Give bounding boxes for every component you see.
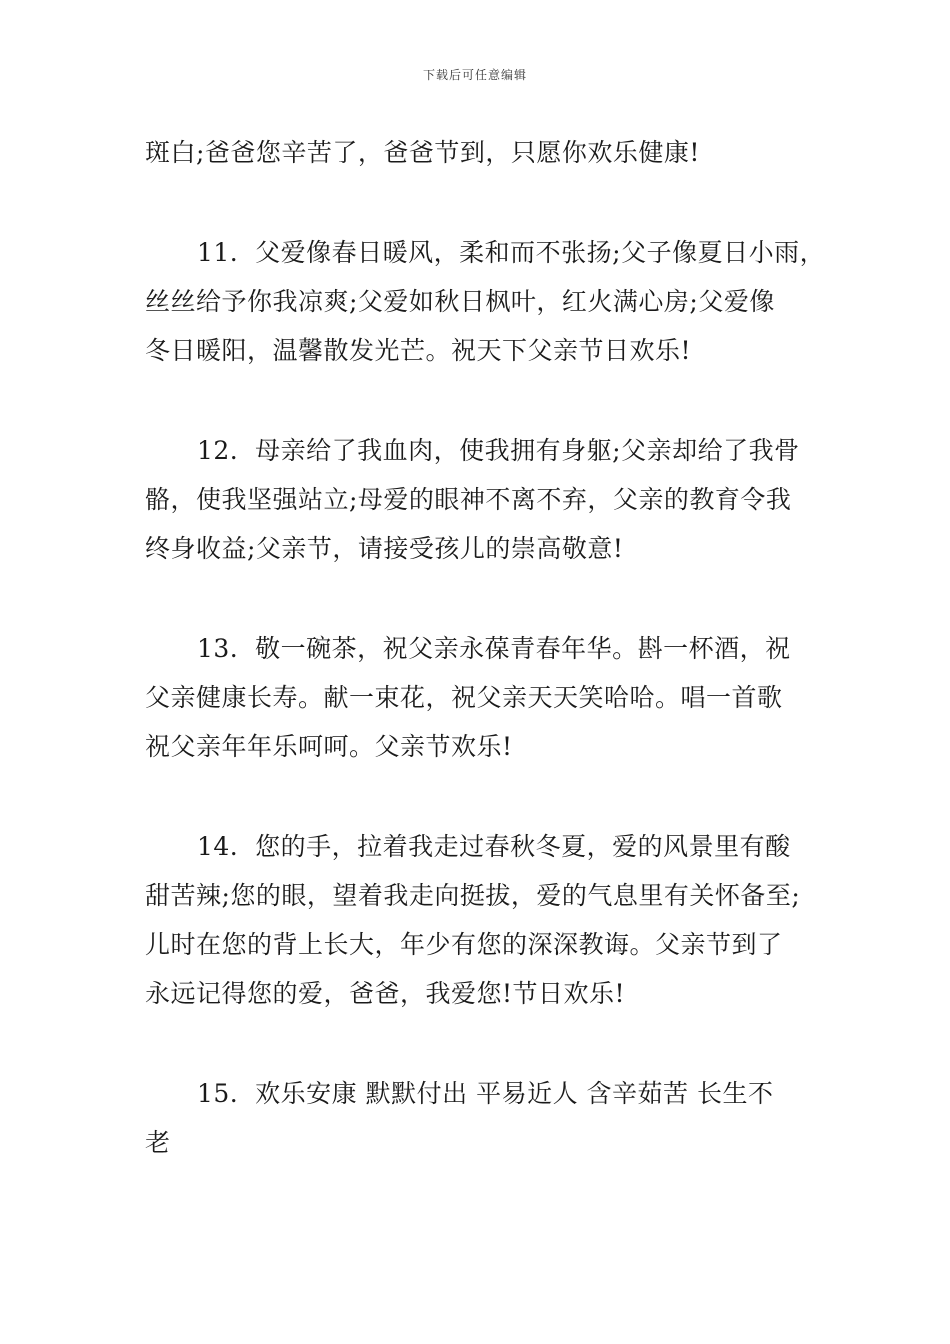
item-text: 敬一碗茶，祝父亲永葆青春年华。斟一杯酒，祝 [255,634,791,663]
item-number: 13. [197,634,239,663]
list-item-first-line [145,426,825,475]
paragraph-gap [145,1018,825,1069]
list-item [145,624,825,771]
list-item-first-line [145,1069,825,1118]
item-text: 冬日暖阳，温馨散发光芒。祝天下父亲节日欢乐! [145,336,692,365]
item-text: 您的手，拉着我走过春秋冬夏，爱的风景里有酸 [255,832,791,861]
list-item [145,1069,825,1167]
page-header: 下载后可任意编辑 [422,68,527,82]
item-text: 母亲给了我血肉，使我拥有身躯;父亲却给了我骨 [255,436,800,465]
item-text: 父爱像春日暖风，柔和而不张扬;父子像夏日小雨， [255,238,826,267]
list-item [145,822,825,1018]
item-number: 11. [197,238,239,267]
list-item-first-line [145,228,825,277]
item-text: 祝父亲年年乐呵呵。父亲节欢乐! [145,732,513,761]
paragraph-gap [145,771,825,822]
item-text: 儿时在您的背上长大，年少有您的深深教诲。父亲节到了 [145,930,783,959]
item-text: 终身收益;父亲节，请接受孩儿的崇高敬意! [145,534,624,563]
item-text: 永远记得您的爱，爸爸，我爱您!节日欢乐! [145,979,626,1008]
list-item [145,426,825,573]
continuation-line: 斑白;爸爸您辛苦了，爸爸节到，只愿你欢乐健康! [145,138,700,167]
paragraph-gap [145,375,825,426]
paragraph-gap [145,573,825,624]
item-text: 父亲健康长寿。献一束花，祝父亲天天笑哈哈。唱一首歌 [145,683,783,712]
list-item-first-line [145,822,825,871]
item-number: 12. [197,436,239,465]
item-text: 骼，使我坚强站立;母爱的眼神不离不弃，父亲的教育令我 [145,485,792,514]
item-text: 老 [145,1128,171,1157]
item-number: 14. [197,832,239,861]
item-text: 丝丝给予你我凉爽;父爱如秋日枫叶，红火满心房;父爱像 [145,287,775,316]
item-number: 15. [197,1079,239,1108]
list-item [145,228,825,375]
list-item-first-line [145,624,825,673]
item-text: 甜苦辣;您的眼，望着我走向挺拔，爱的气息里有关怀备至; [145,881,801,910]
item-text: 欢乐安康 默默付出 平易近人 含辛茹苦 长生不 [255,1079,774,1108]
document-body [145,128,825,1167]
paragraph-gap [145,177,825,228]
